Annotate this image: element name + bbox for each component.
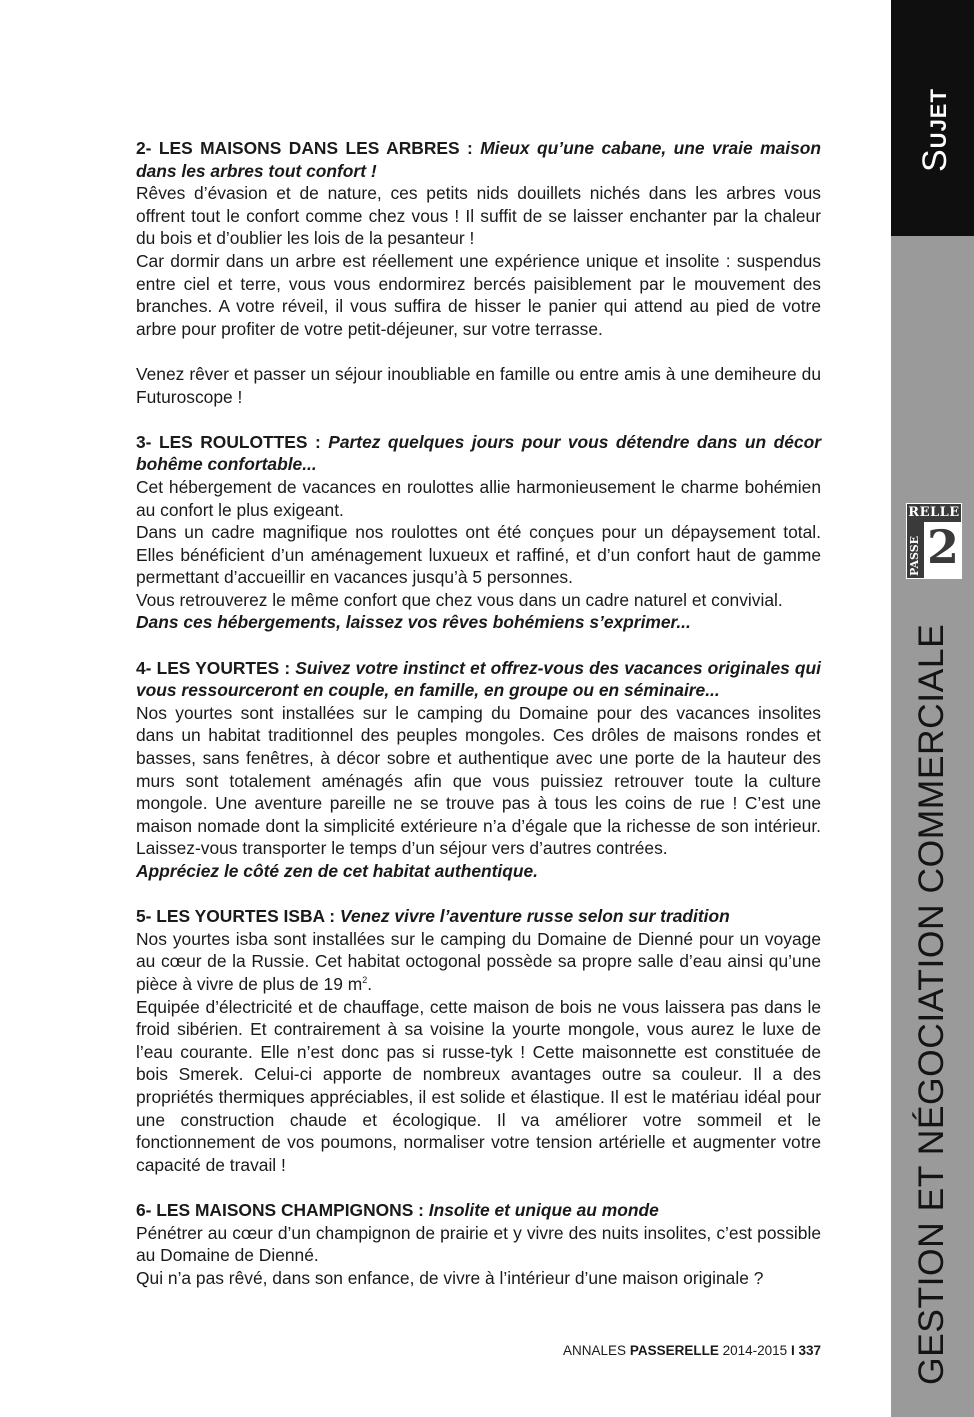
section-3-closing: Dans ces hébergements, laissez vos rêves bohémiens s’exprimer... xyxy=(136,612,691,633)
section-6-paragraph: Qui n’a pas rêvé, dans son enfance, de vivre à l’intérieur d’une maison originale ? xyxy=(136,1267,764,1288)
section-3-paragraph: Dans un cadre magnifique nos roulottes ont été conçues pour un dépaysement total. Elles bénéficient d’un aménagement luxueux et raffiné, et d’un confort haut de gamme permettant d’accueillir en vacances jusqu’à 5 personnes. xyxy=(136,522,821,588)
section-2-paragraph: Venez rêver et passer un séjour inoubliable en famille ou entre amis à une demiheure du Futuroscope ! xyxy=(136,363,821,407)
section-5-heading: 5- LES YOURTES ISBA : Venez vivre l’aventure russe selon sur tradition xyxy=(136,906,730,927)
section-6-paragraph: Pénétrer au cœur d’un champignon de prairie et y vivre des nuits insolites, c’est possible au Domaine de Dienné. xyxy=(136,1222,821,1266)
section-2-heading: 2- LES MAISONS DANS LES ARBRES : Mieux qu’une cabane, une vraie maison dans les arbres tout confort ! xyxy=(136,138,821,181)
section-2-paragraph: Car dormir dans un arbre est réellement une expérience unique et insolite : suspendus entre ciel et terre, vous vous endormirez bercés paisiblement par le mouvement des branches. A votre réveil, il vous suffira de hisser le panier qui attend au pied de votre arbre pour profiter de votre petit-déjeuner, sur votre terrasse. xyxy=(136,250,821,339)
page-number: 337 xyxy=(798,1343,821,1358)
page-body xyxy=(136,137,821,1289)
logo-side-band xyxy=(907,522,924,578)
section-2-paragraph: Rêves d’évasion et de nature, ces petits nids douillets nichés dans les arbres vous offrent tout le confort comme chez vous ! Il suffit de se laisser enchanter par la chaleur du bois et d’oublier les lois de la pesanteur ! xyxy=(136,183,821,249)
section-3-paragraph: Vous retrouverez le même confort que chez vous dans un cadre naturel et convivial. xyxy=(136,589,783,610)
section-6-heading: 6- LES MAISONS CHAMPIGNONS : Insolite et unique au monde xyxy=(136,1199,659,1220)
section-5-paragraph: Nos yourtes isba sont installées sur le camping du Domaine de Dienné pour un voyage au cœur de la Russie. Cet habitat octogonal possède sa propre salle d’eau ainsi qu’une pièce à vivre de plus de 19 $m^2$. xyxy=(136,928,821,994)
section-4-heading: 4- LES YOURTES : Suivez votre instinct et offrez-vous des vacances originales qui vous ressourceront en couple, en famille, en groupe ou en séminaire... xyxy=(136,657,821,701)
section-3-paragraph: Cet hébergement de vacances en roulottes allie harmonieusement le charme bohémien au confort le plus exigeant. xyxy=(136,476,821,520)
logo-side-text: PASSE xyxy=(908,535,921,576)
sidebar-vertical-title: GESTION ET NÉGOCIATION COMMERCIALE xyxy=(911,623,951,1385)
passerelle-2-logo xyxy=(906,503,962,579)
logo-top-text: RELLE xyxy=(908,505,960,520)
logo-number: 2 xyxy=(927,520,960,574)
section-4-paragraph: Nos yourtes sont installées sur le camping du Domaine pour des vacances insolites dans un habitat traditionnel des peuples mongoles. Ces drôles de maisons rondes et basses, sans fenêtres, à décor sobre et authentique avec une porte de la hauteur des murs sont totalement aménagés afin que vous puissiez retrouver toute la culture mongole. Une aventure pareille ne se trouve pas à tous les coins de rue ! C’est une maison nomade dont la simplicité extérieure n’a d’égale que la richesse de son intérieur. Laissez-vous transporter le temps d’un séjour vers d’autres contrées. xyxy=(136,702,821,859)
page-footer: ANNALES PASSERELLE 2014-2015 I 337 xyxy=(563,1343,821,1358)
sidebar-sujet-label: SUJET xyxy=(916,88,954,172)
section-3-heading: 3- LES ROULOTTES : Partez quelques jours pour vous détendre dans un décor bohême confortable... xyxy=(136,431,821,475)
section-4-closing: Appréciez le côté zen de cet habitat authentique. xyxy=(136,861,538,881)
section-5-paragraph: Equipée d’électricité et de chauffage, cette maison de bois ne vous laissera pas dans le froid sibérien. Et contrairement à sa voisine la yourte mongole, vous aurez le luxe de l’eau courante. Elle n’est donc pas si russe-tyk ! Cette maisonnette est constituée de bois Smerek. Celui-ci apporte de nombreux avantages outre sa couleur. Il a des propriétés thermiques appréciables, il est solide et élastique. Il est le matériau idéal pour une construction chaude et écologique. Il va améliorer votre sommeil et le fonctionnement de vos poumons, normaliser votre tension artérielle et augmenter votre capacité de travail ! xyxy=(136,996,821,1175)
